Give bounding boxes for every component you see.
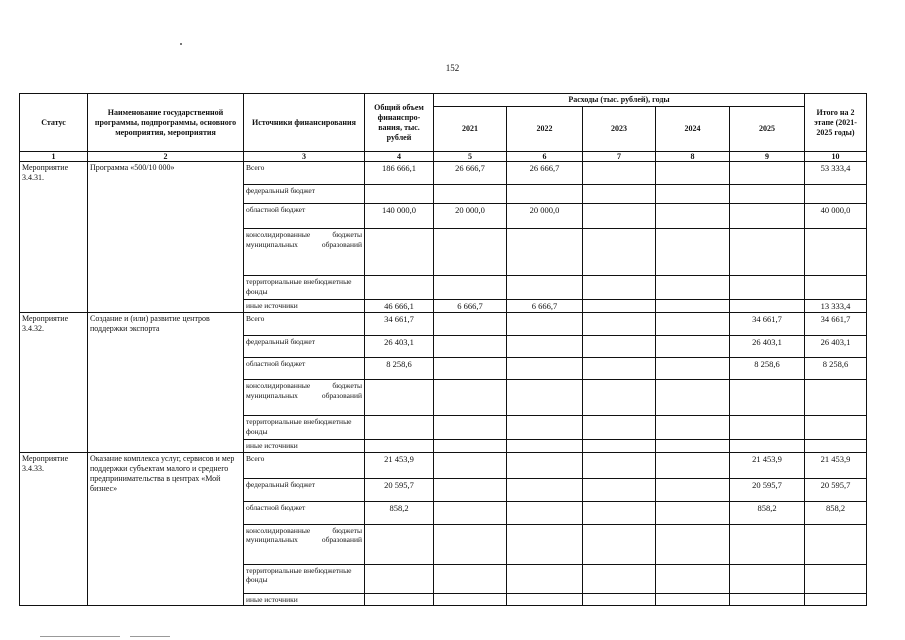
column-number: 8 bbox=[656, 152, 730, 162]
amount-cell bbox=[507, 593, 583, 606]
amount-cell: 20 000,0 bbox=[507, 204, 583, 229]
amount-cell bbox=[434, 185, 507, 204]
amount-cell bbox=[730, 564, 805, 593]
amount-cell bbox=[434, 313, 507, 336]
amount-cell bbox=[365, 229, 434, 276]
funding-source-label: Всего bbox=[244, 452, 365, 478]
amount-cell bbox=[805, 564, 867, 593]
column-number: 10 bbox=[805, 152, 867, 162]
amount-cell bbox=[507, 524, 583, 564]
amount-cell bbox=[583, 416, 656, 440]
funding-source-label: иные источники bbox=[244, 300, 365, 313]
amount-cell bbox=[507, 358, 583, 380]
amount-cell: 21 453,9 bbox=[365, 452, 434, 478]
amount-cell bbox=[656, 478, 730, 501]
amount-cell bbox=[656, 440, 730, 453]
amount-cell bbox=[434, 593, 507, 606]
scan-speck bbox=[180, 43, 182, 45]
amount-cell bbox=[730, 204, 805, 229]
amount-cell bbox=[583, 336, 656, 358]
amount-cell: 26 403,1 bbox=[730, 336, 805, 358]
amount-cell bbox=[656, 524, 730, 564]
amount-cell bbox=[583, 501, 656, 524]
amount-cell bbox=[805, 229, 867, 276]
amount-cell bbox=[730, 593, 805, 606]
amount-cell bbox=[583, 593, 656, 606]
measure-name: Создание и (или) развитие центров поддержки экспорта bbox=[88, 313, 244, 453]
header-name: Наименование государственной программы, подпрограммы, основного мероприятия, мероприятия bbox=[88, 94, 244, 152]
amount-cell bbox=[730, 416, 805, 440]
amount-cell bbox=[656, 276, 730, 300]
amount-cell: 20 595,7 bbox=[805, 478, 867, 501]
funding-source-label: федеральный бюджет bbox=[244, 185, 365, 204]
amount-cell bbox=[434, 564, 507, 593]
amount-cell: 858,2 bbox=[730, 501, 805, 524]
amount-cell bbox=[805, 380, 867, 416]
amount-cell bbox=[507, 336, 583, 358]
header-expenses-group: Расходы (тыс. рублей), годы bbox=[434, 94, 805, 107]
funding-source-label: областной бюджет bbox=[244, 204, 365, 229]
amount-cell bbox=[365, 276, 434, 300]
amount-cell bbox=[365, 564, 434, 593]
amount-cell bbox=[507, 380, 583, 416]
amount-cell bbox=[583, 204, 656, 229]
funding-source-label: федеральный бюджет bbox=[244, 336, 365, 358]
header-total-volume: Общий объем финанспро-вания, тыс. рублей bbox=[365, 94, 434, 152]
funding-source-label: федеральный бюджет bbox=[244, 478, 365, 501]
amount-cell bbox=[365, 440, 434, 453]
amount-cell bbox=[583, 358, 656, 380]
amount-cell: 20 595,7 bbox=[365, 478, 434, 501]
measure-status: Мероприятие 3.4.33. bbox=[20, 452, 88, 606]
amount-cell bbox=[656, 452, 730, 478]
amount-cell bbox=[507, 452, 583, 478]
amount-cell bbox=[805, 185, 867, 204]
amount-cell: 20 000,0 bbox=[434, 204, 507, 229]
amount-cell bbox=[434, 229, 507, 276]
amount-cell bbox=[805, 524, 867, 564]
amount-cell bbox=[730, 185, 805, 204]
amount-cell: 8 258,6 bbox=[805, 358, 867, 380]
amount-cell bbox=[583, 300, 656, 313]
amount-cell bbox=[365, 593, 434, 606]
amount-cell bbox=[656, 380, 730, 416]
amount-cell: 21 453,9 bbox=[730, 452, 805, 478]
amount-cell bbox=[365, 416, 434, 440]
funding-table bbox=[19, 93, 867, 606]
amount-cell bbox=[434, 440, 507, 453]
header-year: 2021 bbox=[434, 107, 507, 152]
column-number: 1 bbox=[20, 152, 88, 162]
amount-cell bbox=[656, 501, 730, 524]
amount-cell bbox=[434, 478, 507, 501]
amount-cell bbox=[805, 416, 867, 440]
measure-name: Оказание комплекса услуг, сервисов и мер поддержки субъектам малого и среднего предпринимательства в центрах «Мой бизнес» bbox=[88, 452, 244, 606]
header-year: 2022 bbox=[507, 107, 583, 152]
measure-status: Мероприятие 3.4.32. bbox=[20, 313, 88, 453]
measure-name: Программа «500/10 000» bbox=[88, 162, 244, 313]
amount-cell bbox=[730, 380, 805, 416]
amount-cell bbox=[434, 336, 507, 358]
amount-cell: 20 595,7 bbox=[730, 478, 805, 501]
funding-source-label: консолидированные бюджеты муниципальных образований bbox=[244, 229, 365, 276]
amount-cell: 8 258,6 bbox=[365, 358, 434, 380]
table-row bbox=[20, 313, 867, 336]
amount-cell bbox=[434, 276, 507, 300]
amount-cell bbox=[434, 501, 507, 524]
amount-cell bbox=[656, 593, 730, 606]
amount-cell: 6 666,7 bbox=[507, 300, 583, 313]
amount-cell bbox=[365, 380, 434, 416]
header-year: 2025 bbox=[730, 107, 805, 152]
amount-cell bbox=[583, 229, 656, 276]
table-row bbox=[20, 452, 867, 478]
amount-cell bbox=[507, 185, 583, 204]
column-number: 3 bbox=[244, 152, 365, 162]
amount-cell bbox=[656, 336, 730, 358]
column-number: 7 bbox=[583, 152, 656, 162]
column-number: 5 bbox=[434, 152, 507, 162]
amount-cell: 858,2 bbox=[365, 501, 434, 524]
funding-source-label: иные источники bbox=[244, 440, 365, 453]
amount-cell: 186 666,1 bbox=[365, 162, 434, 185]
funding-source-label: консолидированные бюджеты муниципальных образований bbox=[244, 524, 365, 564]
amount-cell bbox=[583, 524, 656, 564]
amount-cell: 53 333,4 bbox=[805, 162, 867, 185]
amount-cell bbox=[507, 564, 583, 593]
amount-cell: 40 000,0 bbox=[805, 204, 867, 229]
funding-source-label: территориальные внебюджетные фонды bbox=[244, 564, 365, 593]
column-number: 4 bbox=[365, 152, 434, 162]
amount-cell bbox=[656, 204, 730, 229]
funding-source-label: областной бюджет bbox=[244, 501, 365, 524]
amount-cell: 34 661,7 bbox=[730, 313, 805, 336]
amount-cell bbox=[730, 162, 805, 185]
page-number: 152 bbox=[445, 63, 460, 73]
funding-source-label: консолидированные бюджеты муниципальных образований bbox=[244, 380, 365, 416]
funding-source-label: Всего bbox=[244, 313, 365, 336]
funding-source-label: областной бюджет bbox=[244, 358, 365, 380]
funding-source-label: территориальные внебюджетные фонды bbox=[244, 276, 365, 300]
column-number: 2 bbox=[88, 152, 244, 162]
header-stage-total: Итого на 2 этапе (2021-2025 годы) bbox=[805, 94, 867, 152]
funding-source-label: территориальные внебюджетные фонды bbox=[244, 416, 365, 440]
funding-source-label: иные источники bbox=[244, 593, 365, 606]
amount-cell bbox=[434, 452, 507, 478]
amount-cell bbox=[583, 478, 656, 501]
amount-cell bbox=[583, 452, 656, 478]
amount-cell bbox=[730, 524, 805, 564]
amount-cell bbox=[365, 185, 434, 204]
amount-cell: 6 666,7 bbox=[434, 300, 507, 313]
amount-cell: 13 333,4 bbox=[805, 300, 867, 313]
amount-cell bbox=[507, 276, 583, 300]
amount-cell bbox=[583, 440, 656, 453]
column-number: 6 bbox=[507, 152, 583, 162]
header-sources: Источники финансирования bbox=[244, 94, 365, 152]
amount-cell bbox=[805, 593, 867, 606]
amount-cell bbox=[583, 276, 656, 300]
amount-cell bbox=[583, 185, 656, 204]
amount-cell bbox=[507, 501, 583, 524]
column-number: 9 bbox=[730, 152, 805, 162]
amount-cell bbox=[656, 185, 730, 204]
header-year: 2024 bbox=[656, 107, 730, 152]
amount-cell bbox=[656, 229, 730, 276]
amount-cell bbox=[583, 313, 656, 336]
amount-cell bbox=[434, 416, 507, 440]
amount-cell: 26 666,7 bbox=[507, 162, 583, 185]
amount-cell: 8 258,6 bbox=[730, 358, 805, 380]
amount-cell: 34 661,7 bbox=[365, 313, 434, 336]
amount-cell bbox=[365, 524, 434, 564]
amount-cell: 858,2 bbox=[805, 501, 867, 524]
amount-cell: 34 661,7 bbox=[805, 313, 867, 336]
amount-cell bbox=[434, 380, 507, 416]
amount-cell: 21 453,9 bbox=[805, 452, 867, 478]
amount-cell bbox=[507, 313, 583, 336]
scan-edge-mark bbox=[130, 636, 170, 637]
table-row bbox=[20, 162, 867, 185]
amount-cell bbox=[583, 380, 656, 416]
header-status: Статус bbox=[20, 94, 88, 152]
amount-cell bbox=[730, 229, 805, 276]
amount-cell bbox=[730, 276, 805, 300]
funding-source-label: Всего bbox=[244, 162, 365, 185]
amount-cell: 26 403,1 bbox=[805, 336, 867, 358]
amount-cell bbox=[507, 416, 583, 440]
amount-cell bbox=[656, 313, 730, 336]
amount-cell bbox=[583, 162, 656, 185]
amount-cell bbox=[656, 564, 730, 593]
amount-cell bbox=[434, 358, 507, 380]
amount-cell: 140 000,0 bbox=[365, 204, 434, 229]
amount-cell bbox=[730, 300, 805, 313]
amount-cell bbox=[507, 229, 583, 276]
scan-edge-mark bbox=[40, 636, 120, 637]
amount-cell bbox=[805, 276, 867, 300]
header-year: 2023 bbox=[583, 107, 656, 152]
amount-cell bbox=[730, 440, 805, 453]
amount-cell bbox=[507, 478, 583, 501]
measure-status: Мероприятие 3.4.31. bbox=[20, 162, 88, 313]
amount-cell bbox=[656, 162, 730, 185]
amount-cell bbox=[656, 358, 730, 380]
amount-cell bbox=[434, 524, 507, 564]
amount-cell: 26 666,7 bbox=[434, 162, 507, 185]
amount-cell: 46 666,1 bbox=[365, 300, 434, 313]
amount-cell bbox=[805, 440, 867, 453]
amount-cell bbox=[656, 416, 730, 440]
amount-cell bbox=[656, 300, 730, 313]
amount-cell bbox=[583, 564, 656, 593]
table-body bbox=[20, 162, 867, 606]
amount-cell bbox=[507, 440, 583, 453]
amount-cell: 26 403,1 bbox=[365, 336, 434, 358]
